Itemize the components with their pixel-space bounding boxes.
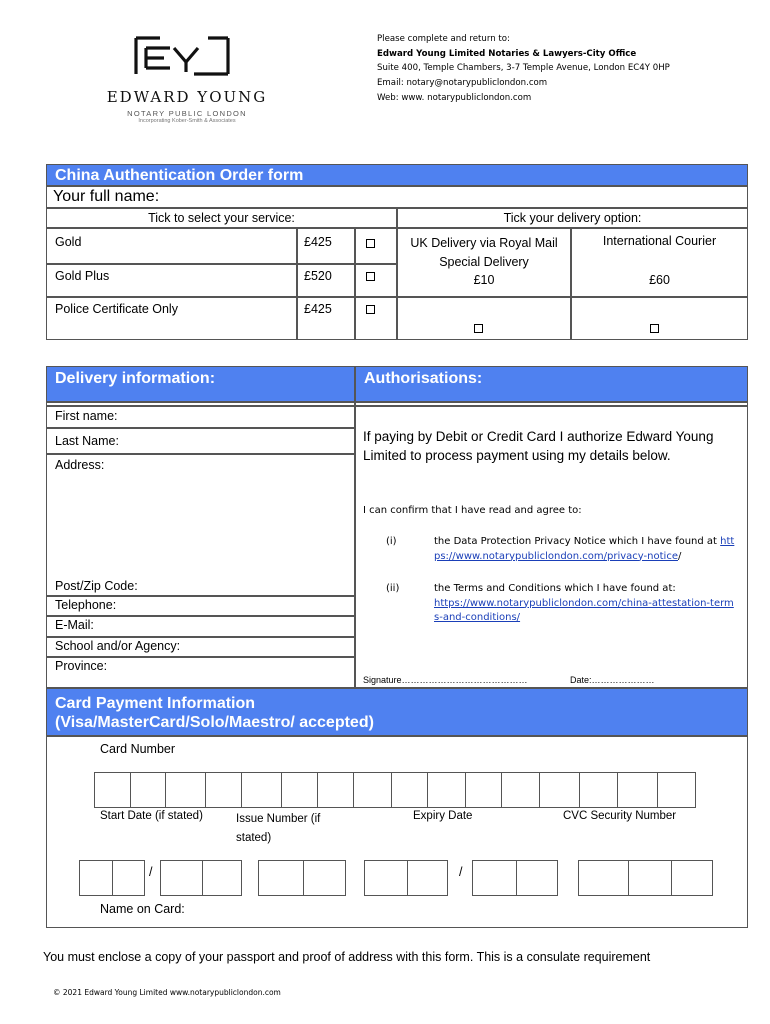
- service-goldplus-checkbox[interactable]: [366, 272, 375, 281]
- card-payment-title: [46, 688, 748, 736]
- province-field[interactable]: [46, 657, 355, 688]
- last-name-field[interactable]: [46, 428, 355, 454]
- copyright-footer: © 2021 Edward Young Limited www.notarypubliclondon.com: [53, 988, 281, 997]
- expiry-date-slash: /: [459, 865, 463, 879]
- start-month-boxes[interactable]: [79, 860, 145, 896]
- passport-notice: You must enclose a copy of your passport and proof of address with this form. This is a consulate requirement: [43, 950, 651, 964]
- authorisation-panel: [355, 406, 748, 688]
- start-date-label: Start Date (if stated): [100, 810, 203, 822]
- terms-conditions-link[interactable]: https://www.notarypubliclondon.com/china-attestation-terms-and-conditions/: [434, 597, 734, 623]
- name-on-card-label[interactable]: Name on Card:: [100, 902, 185, 916]
- service-heading: Tick to select your service:: [46, 208, 397, 228]
- first-name-label: First name:: [55, 409, 118, 423]
- delivery-uk-check-cell: [397, 297, 571, 340]
- delivery-uk-price: £10: [473, 273, 495, 287]
- authorisations-title: Authorisations:: [355, 366, 748, 402]
- delivery-uk-checkbox[interactable]: [474, 324, 483, 333]
- first-name-field[interactable]: [46, 406, 355, 428]
- delivery-intl-name: International Courier: [602, 234, 717, 248]
- school-agency-field[interactable]: [46, 637, 355, 657]
- service-gold-cell: [355, 228, 397, 264]
- service-police-price: £425: [297, 297, 355, 340]
- delivery-intl-check-cell: [571, 297, 748, 340]
- contact-details: [377, 32, 670, 106]
- signature-field[interactable]: Signature……………………………………: [363, 675, 528, 685]
- card-payment-section: [46, 688, 748, 928]
- address-label: Address:: [55, 458, 105, 472]
- contact-web: Web: www. notarypubliclondon.com: [377, 92, 532, 103]
- service-goldplus-cell: [355, 264, 397, 297]
- contact-company: Edward Young Limited Notaries & Lawyers-City Office: [377, 48, 637, 59]
- telephone-label: Telephone:: [55, 598, 117, 612]
- start-date-slash: /: [149, 865, 153, 879]
- logo-subtitle: NOTARY PUBLIC LONDON: [127, 109, 247, 118]
- service-police-name: Police Certificate Only: [46, 297, 297, 340]
- confirm-text: I can confirm that I have read and agree to:: [363, 505, 582, 516]
- order-form-title: China Authentication Order form: [46, 164, 748, 186]
- terms-item-text: the Terms and Conditions which I have found at:: [434, 583, 676, 594]
- order-form-table: [46, 164, 748, 340]
- privacy-item-slash: /: [677, 550, 682, 562]
- delivery-uk-name: UK Delivery via Royal Mail Special Delivery: [410, 236, 558, 269]
- service-goldplus-price: £520: [297, 264, 355, 297]
- post-code-label: Post/Zip Code:: [55, 579, 138, 593]
- terms-item: [386, 582, 736, 626]
- expiry-year-boxes[interactable]: [472, 860, 558, 896]
- service-police-cell: [355, 297, 397, 340]
- issue-number-boxes[interactable]: [258, 860, 346, 896]
- school-agency-label: School and/or Agency:: [55, 639, 181, 653]
- telephone-field[interactable]: [46, 596, 355, 616]
- delivery-intl-cell: [571, 228, 748, 297]
- privacy-notice-link[interactable]: https://www.notarypubliclondon.com/privacy-notice: [434, 536, 735, 562]
- email-field[interactable]: [46, 616, 355, 637]
- privacy-item-text: the Data Protection Privacy Notice which I have found at: [434, 536, 717, 547]
- delivery-intl-price: £60: [649, 273, 670, 287]
- cvc-boxes[interactable]: [578, 860, 713, 896]
- delivery-heading: Tick your delivery option:: [397, 208, 748, 228]
- expiry-date-label: Expiry Date: [413, 810, 473, 822]
- service-gold-checkbox[interactable]: [366, 239, 375, 248]
- contact-address: Suite 400, Temple Chambers, 3-7 Temple Avenue, London EC4Y 0HP: [377, 63, 670, 74]
- date-field[interactable]: Date:…………………: [570, 675, 655, 685]
- privacy-item-number: (i): [386, 536, 397, 547]
- card-authorisation-text: If paying by Debit or Credit Card I authorize Edward Young Limited to process payment using my details below.: [363, 429, 714, 463]
- service-police-checkbox[interactable]: [366, 305, 375, 314]
- delivery-uk-cell: [397, 228, 571, 297]
- card-payment-body: [46, 736, 748, 928]
- email-label: E-Mail:: [55, 618, 94, 632]
- service-gold-price: £425: [297, 228, 355, 264]
- service-goldplus-name: Gold Plus: [46, 264, 297, 297]
- ey-monogram-icon: [134, 36, 234, 78]
- delivery-info-title: Delivery information:: [46, 366, 355, 402]
- logo-tagline: Incorporating Kober-Smith & Associates: [138, 118, 236, 124]
- full-name-field[interactable]: [46, 186, 748, 208]
- logo-company-name: EDWARD YOUNG: [106, 88, 268, 106]
- card-payment-title-line2: (Visa/MasterCard/Solo/Maestro/ accepted): [55, 714, 374, 731]
- last-name-label: Last Name:: [55, 434, 119, 448]
- expiry-month-boxes[interactable]: [364, 860, 448, 896]
- card-number-label: Card Number: [100, 742, 176, 756]
- start-year-boxes[interactable]: [160, 860, 242, 896]
- full-name-label: Your full name:: [53, 188, 160, 205]
- card-payment-title-line1: Card Payment Information: [55, 695, 256, 712]
- privacy-item: [386, 535, 736, 564]
- service-gold-name: Gold: [46, 228, 297, 264]
- terms-item-number: (ii): [386, 583, 400, 594]
- company-logo: [72, 30, 302, 130]
- contact-intro: Please complete and return to:: [377, 34, 510, 44]
- province-label: Province:: [55, 659, 108, 673]
- delivery-intl-checkbox[interactable]: [650, 324, 659, 333]
- cvc-label: CVC Security Number: [563, 810, 677, 822]
- issue-number-label: Issue Number (if stated): [236, 813, 321, 844]
- delivery-auth-table: [46, 366, 748, 688]
- card-number-boxes[interactable]: [94, 772, 696, 808]
- contact-email: Email: notary@notarypubliclondon.com: [377, 78, 548, 89]
- address-field[interactable]: [46, 454, 355, 596]
